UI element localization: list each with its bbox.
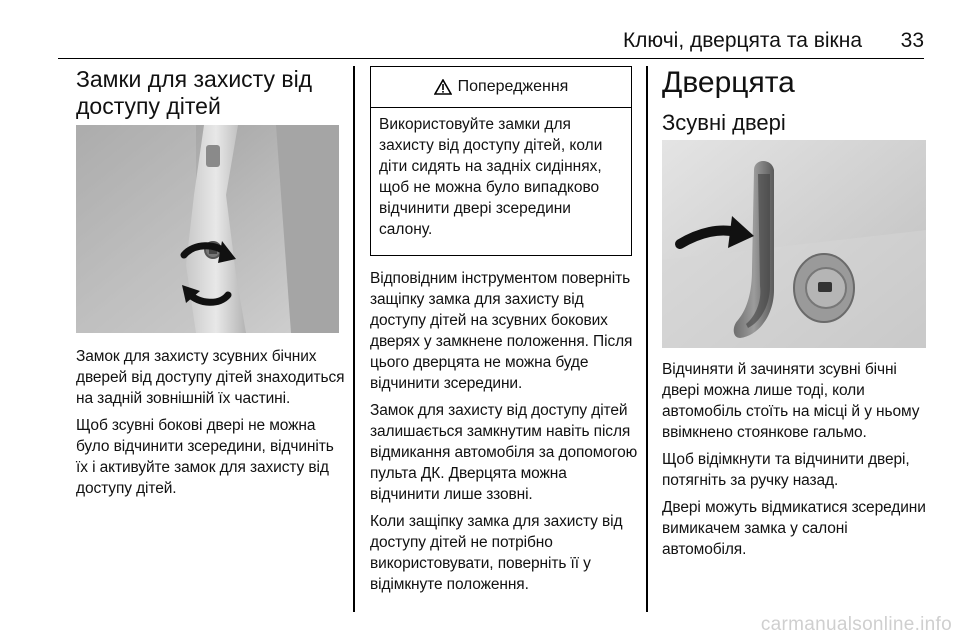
column-divider-right [646,66,648,612]
watermark: carmanualsonline.info [760,614,952,635]
middle-text [370,268,638,601]
warning-header [371,67,631,108]
left-text [76,346,346,505]
section-heading-doors: Дверцята [662,66,795,99]
left-column [76,66,342,120]
warning-title: Попередження [457,78,569,95]
warning-text: Використовуйте замки для захисту від доступу дітей, коли діти сидять на задніх сидіннях, щоб не можна було випадково відчинити двері зсередини салону. [379,116,603,238]
paragraph: Двері можуть відмикатися зсередини вимикачем замка у салоні автомобіля. [662,499,926,558]
child-lock-illustration [76,125,339,333]
paragraph: Замок для захисту від доступу дітей залишається замкнутим навіть після відмикання автомобіля за допомогою пульта ДК. Дверцята можна відчинити лише ззовні. [370,402,638,503]
sliding-door-photo [662,140,926,348]
paragraph: Замок для захисту зсувних бічних дверей від доступу дітей знаходиться на задній зовнішній їх частині. [76,348,345,407]
page-header [58,28,924,59]
page-number: 33 [900,29,924,52]
paragraph: Щоб зсувні бокові двері не можна було відчинити зсередини, відчиніть їх і активуйте замок для захисту від доступу дітей. [76,417,334,497]
paragraph: Коли защіпку замка для захисту від доступу дітей не потрібно використовувати, поверніть її у відімкнуте положення. [370,513,623,593]
subheading-sliding-doors: Зсувні двері [662,110,786,135]
sliding-door-illustration [662,140,926,348]
warning-triangle-icon [434,79,452,95]
child-lock-photo [76,125,339,333]
right-text [662,359,932,566]
header-title: Ключі, дверцята та вікна [622,29,862,52]
paragraph: Щоб відімкнути та відчинити двері, потягніть за ручку назад. [662,451,910,489]
warning-box [370,66,632,256]
right-headings [662,66,932,136]
column-divider-left [353,66,355,612]
warning-body [371,108,631,240]
paragraph: Відповідним інструментом поверніть защіпку замка для захисту від доступу дітей на зсувних бокових дверях у замкнене положення. Після цього дверцята не можна буде відчинити зсередини. [370,270,633,392]
section-heading-child-locks: Замки для захисту від доступу дітей [76,66,313,119]
paragraph: Відчиняти й зачиняти зсувні бічні двері можна лише тоді, коли автомобіль стоїть на місці й у ньому ввімкнено стоянкове гальмо. [662,361,920,441]
